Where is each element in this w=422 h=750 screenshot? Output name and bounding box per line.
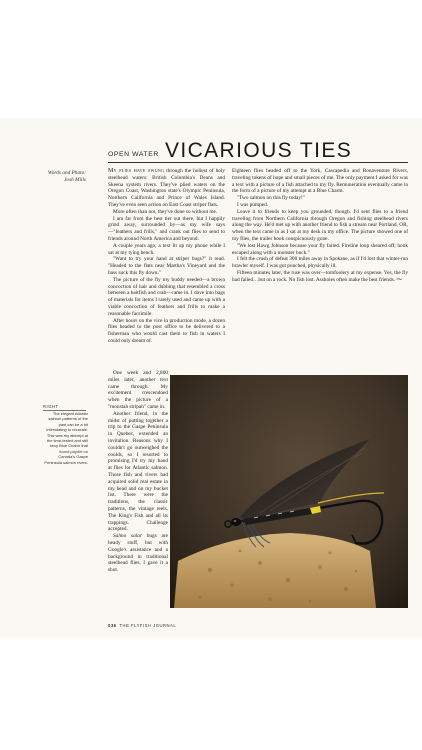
paragraph: "We lost Hawg Johnson because your fly failed. Fireline loop sheared off; hook escaped along with a monster buck." (232, 242, 408, 256)
species-name: Salmo salar (113, 533, 142, 540)
article-title: VICARIOUS TIES (164, 139, 353, 162)
paragraph: More often than not, they've done so without me. (113, 208, 218, 215)
header-rule (108, 162, 408, 163)
paragraph: I was pumped. (237, 201, 269, 208)
paragraph: I felt the crush of defeat 300 miles away in Spokane, as if I'd lost that winter-run brawler myself. I was gut punched, physically ill. (232, 256, 408, 270)
paragraph: One week and 2,800 miles later, another text came through. My excitement crescendoed when the picture of a "monstah stripah" came in. (108, 370, 168, 410)
article-column-1 (108, 168, 225, 345)
paragraph-text: through the holiest of holy steelhead waters: British Columbia's Deans and Skeena system rivers. They've plied waters on the Oregon Coast, Washington state's Olympic Peninsula, Northern California and Prince of Wales Island. They've even seen action on East Coast striper flats. (108, 168, 225, 208)
lead-in: My flies have swung (108, 168, 165, 174)
page-number: 036 (108, 623, 117, 628)
paragraph: "Want to try your hand at striper bugs?" it read. "Headed to the flats near Martha's Vineyard and the bass suck this fly down." (108, 256, 225, 276)
paragraph: I am far from the best tier out there, but I happily grind away, surrounded by—as my wife says—"feathers and frills," and crank out flies to send to friends around North America and beyond. (108, 215, 225, 242)
caption-label: RIGHT (43, 404, 86, 411)
article-header (108, 139, 408, 161)
paragraph: Leave it to friends to keep you grounded, though. I'd sent flies to a friend traveling from Northern California through Oregon and fishing steelhead rivers along the way. He'd met up with another friend to fish a stream near Portland, OR, when the text came in as I sat at my desk in my office. The picture showed one of my flies, the trailer hook conspicuously gone. (232, 208, 408, 242)
paragraph: The picture of the fly my buddy needed—a brown concoction of hair and dubbing that resembled a cross between a baitfish and crab—came in. I dove into bags of materials for items I rarely used and came up with a viable concoction of feathers and frills to make a reasonable facsimile. (108, 276, 225, 317)
paragraph: Eighteen flies headed off to the York, Cascapedia and Bonaventure Rivers, traveling tokens of hope and small pieces of me. The only payment I asked for was a text with a picture of a fish attached to my fly. Remuneration eventually came in the form of a picture of my attempt at a Blue Charm. (232, 168, 408, 195)
paragraph (108, 168, 225, 209)
byline (24, 170, 86, 184)
paragraph (108, 533, 168, 574)
photo-caption: The elegant Atlantic salmon patterns of the past can be a bit intimidating to recreate. This was my attempt at the time-tested and still sexy Blue Charm that found paydirt on Canada's Gaspé Peninsula salmon rivers. (44, 411, 88, 465)
article-column-2 (232, 168, 408, 284)
paragraph: After hours on the vice in production mode, a dozen flies headed to the post office to be delivered to a fisherman who would cast them to fish in waters I could only dream of. (108, 317, 225, 344)
article-column-1-narrow (108, 370, 168, 574)
paragraph: "Two salmon on this fly today!" (237, 195, 305, 202)
paragraph: A couple years ago, a text lit up my phone while I sat at my tying bench. (108, 242, 225, 256)
byline-credit: Words and Photo: (47, 170, 86, 176)
fly-head (231, 518, 241, 526)
fly-photo (170, 375, 408, 608)
paragraph: Another friend, in the midst of putting together a trip to the Gaspe Peninsula in Quebec, extended an invitation. Reasons why I couldn't go outweighed the coulds, so I resorted to promising I'd try my hand at flies for Atlantic salmon. Those fish and rivers had acquired solid real estate in my head and on my bucket list. There were the traditions, the classic patterns, the vintage reels. The King's Fish and all its trappings. Challenge accepted. (108, 410, 168, 533)
paragraph-text: bugs are heady stuff, but with Google's assistance and a background in traditional steelhead flies, I gave it a shot. (108, 533, 168, 574)
publication-name: THE FLYFISH JOURNAL (119, 623, 177, 628)
byline-author: Josh Mills (64, 177, 86, 183)
paragraph-text: Fifteen minutes later, the ruse was over—tomfoolery at my expense. Yes, the fly had failed…but on a rock. No fish lost. Assholes often make the best friends. (232, 269, 408, 283)
page-footer (108, 623, 176, 628)
paragraph (232, 270, 408, 284)
section-kicker: OPEN WATER (108, 151, 159, 158)
end-mark-icon: ⁓ (396, 276, 403, 283)
